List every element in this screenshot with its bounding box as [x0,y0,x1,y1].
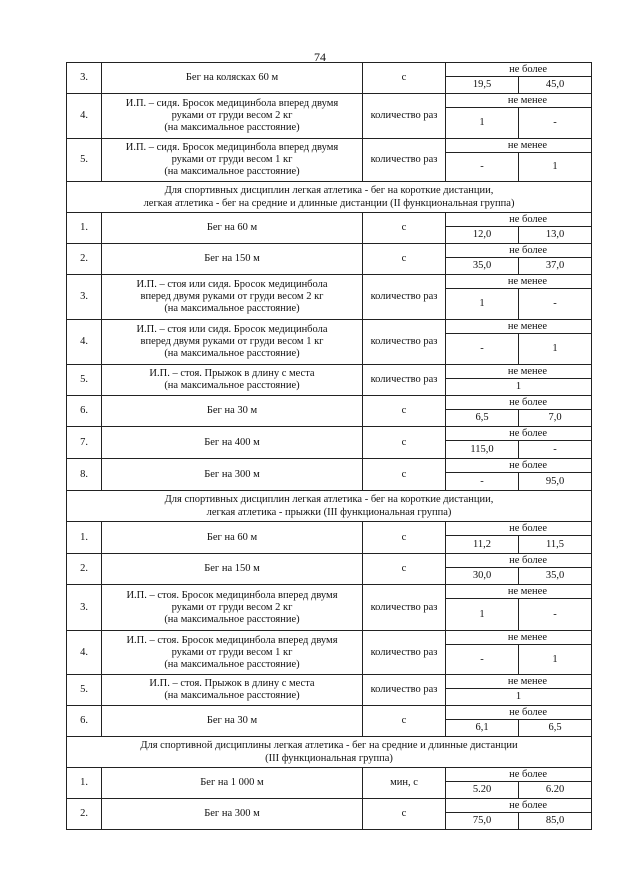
standard-values [446,585,592,631]
standard-values-inner [446,631,591,674]
row-number: 2. [67,799,102,830]
standard-values-inner [446,244,591,274]
value-cell: 1 [515,691,522,702]
table-row [67,94,592,139]
unit-of-measure: с [363,459,446,491]
exercise-name-line: (на максимальное расстояние) [164,303,300,314]
unit-of-measure: с [363,706,446,737]
value-cell: 12,0 [472,229,492,240]
row-number: 2. [67,244,102,275]
value-row [446,77,591,93]
unit-of-measure: количество раз [363,139,446,182]
value-row [446,227,591,243]
exercise-name [102,631,363,675]
value-cell: - [480,475,484,487]
value-cell: 1 [518,153,591,181]
unit-of-measure: с [363,522,446,554]
value-cell: 7,0 [518,410,591,426]
value-cell: 11,2 [473,538,491,550]
table-row [67,275,592,320]
unit-of-measure: с [363,799,446,830]
exercise-name-line: вперед двумя руками от груди весом 1 кг [140,336,324,347]
unit-of-measure: количество раз [363,275,446,320]
standard-values-inner [446,320,591,364]
value-cell: 6,5 [475,412,489,423]
condition-label: не более [446,459,591,473]
table-row [67,554,592,585]
standard-values [446,275,592,320]
page-number: 74 [314,50,326,64]
value-row [446,258,591,274]
exercise-name-line: Бег на 1 000 м [200,777,264,788]
standard-values-inner [446,396,591,426]
row-number: 1. [67,213,102,244]
value-row [446,379,591,395]
value-cell: 35,0 [472,260,492,271]
exercise-name [102,63,363,94]
row-number: 3. [67,275,102,320]
condition-label: не более [446,768,591,782]
value-row [446,689,591,705]
table-row [67,320,592,365]
standard-values [446,768,592,799]
value-cell: 37,0 [518,258,591,274]
table-row [67,459,592,491]
condition-label: не более [446,554,591,568]
exercise-name [102,427,363,459]
value-cell: - [518,108,591,138]
condition-label: не более [446,522,591,536]
unit-of-measure: с [363,63,446,94]
unit-of-measure: количество раз [363,631,446,675]
exercise-name [102,554,363,585]
section-title-line: Для спортивных дисциплин легкая атлетика - бег на короткие дистанции, [164,494,494,505]
standard-values-inner [446,675,591,705]
condition-label: не менее [446,675,591,689]
exercise-name-line: Бег на 60 м [206,531,258,543]
table-row [67,585,592,631]
exercise-name [102,213,363,244]
exercise-name-line: И.П. – стоя. Прыжок в длину с места [149,368,315,379]
value-row [446,536,591,553]
standard-values [446,365,592,396]
exercise-name-line: (на максимальное расстояние) [164,690,300,701]
condition-label: не менее [446,320,591,334]
row-number: 3. [67,63,102,94]
value-cell: 1 [479,608,485,620]
value-cell: 85,0 [518,813,591,829]
condition-label: не менее [446,585,591,599]
condition-label: не более [446,396,591,410]
table-row [67,522,592,554]
unit-of-measure: количество раз [363,585,446,631]
exercise-name-line: Бег на 30 м [206,715,258,726]
unit-of-measure: с [363,213,446,244]
standard-values-inner [446,139,591,181]
value-row [446,568,591,584]
value-cell: 6,1 [475,722,489,733]
value-cell: - [518,289,591,319]
standard-values [446,94,592,139]
table-row [67,631,592,675]
standard-values-inner [446,427,591,458]
condition-label: не более [446,244,591,258]
exercise-name-line: вперед двумя руками от груди весом 2 кг [140,291,324,302]
standard-values-inner [446,63,591,93]
exercise-name [102,585,363,631]
unit-of-measure: количество раз [363,675,446,706]
row-number: 5. [67,675,102,706]
exercise-name-line: Бег на 60 м [206,222,258,233]
exercise-name [102,244,363,275]
value-cell: - [518,441,591,458]
table-row [67,706,592,737]
value-cell: 19,5 [472,79,492,90]
standard-values-inner [446,554,591,584]
exercise-name-line: Бег на 400 м [204,436,260,448]
exercise-name [102,94,363,139]
standard-values-inner [446,706,591,736]
section-title [67,737,592,768]
unit-of-measure: количество раз [363,365,446,396]
value-row [446,813,591,829]
unit-of-measure: с [363,396,446,427]
table-row [67,427,592,459]
exercise-name-line: И.П. – стоя или сидя. Бросок медицинбола [136,279,328,290]
value-row [446,441,591,458]
exercise-name-line: (на максимальное расстояние) [164,613,300,625]
table-row [67,63,592,94]
exercise-name [102,275,363,320]
value-cell: 1 [515,381,522,392]
exercise-name-line: Бег на 300 м [204,468,260,480]
exercise-name [102,768,363,799]
value-cell: 45,0 [518,77,591,93]
exercise-name [102,706,363,737]
condition-label: не менее [446,94,591,108]
table-row [67,675,592,706]
exercise-name-line: Бег на 30 м [206,405,258,416]
value-cell: - [480,343,484,354]
row-number: 4. [67,631,102,675]
section-title [67,491,592,522]
value-row [446,473,591,490]
exercise-name-line: (на максимальное расстояние) [164,658,300,670]
value-cell: - [518,599,591,630]
value-cell: - [480,161,484,172]
exercise-name-line: Бег на 300 м [204,808,260,819]
row-number: 7. [67,427,102,459]
row-number: 1. [67,768,102,799]
unit-of-measure: количество раз [363,94,446,139]
standard-values [446,396,592,427]
exercise-name-line: руками от груди весом 2 кг [171,601,293,613]
table-row [67,244,592,275]
section-header-row [67,182,592,213]
standard-values [446,139,592,182]
row-number: 4. [67,94,102,139]
condition-label: не более [446,63,591,77]
value-cell: 35,0 [518,568,591,584]
value-cell: 6.20 [518,782,591,798]
condition-label: не менее [446,365,591,379]
standard-values-inner [446,94,591,138]
exercise-name-line: (на максимальное расстояние) [164,122,300,133]
value-cell: 1 [479,298,485,309]
value-cell: 1 [518,334,591,364]
value-cell: 1 [479,117,485,128]
condition-label: не более [446,799,591,813]
exercise-name-line: И.П. – стоя. Бросок медицинбола вперед двумя [126,589,338,601]
exercise-name [102,396,363,427]
condition-label: не менее [446,275,591,289]
row-number: 8. [67,459,102,491]
table-row [67,365,592,396]
exercise-name-line: руками от груди весом 1 кг [171,154,293,165]
exercise-name-line: И.П. – сидя. Бросок медицинбола вперед двумя [125,98,339,109]
exercise-name-line: И.П. – стоя. Прыжок в длину с места [149,678,315,689]
section-header-row [67,737,592,768]
section-title-line: Для спортивных дисциплин легкая атлетика - бег на короткие дистанции, [164,185,494,196]
row-number: 5. [67,139,102,182]
standard-values-inner [446,213,591,243]
exercise-name-line: Бег на колясках 60 м [185,72,279,83]
value-row [446,289,591,319]
row-number: 2. [67,554,102,585]
exercise-name-line: И.П. – сидя. Бросок медицинбола вперед двумя [125,142,339,153]
standard-values [446,522,592,554]
exercise-name-line: Бег на 150 м [204,253,260,264]
row-number: 6. [67,396,102,427]
row-number: 1. [67,522,102,554]
standard-values-inner [446,365,591,395]
exercise-name-line: (на максимальное расстояние) [164,380,300,391]
exercise-name [102,799,363,830]
exercise-name [102,320,363,365]
value-cell: 75,0 [472,815,492,826]
section-title [67,182,592,213]
value-cell: 6,5 [518,720,591,736]
row-number: 3. [67,585,102,631]
exercise-name-line: руками от груди весом 2 кг [171,110,293,121]
exercise-name [102,522,363,554]
condition-label: не более [446,213,591,227]
row-number: 5. [67,365,102,396]
section-title-line: легкая атлетика - прыжки (III функциональная группа) [206,507,452,518]
exercise-name [102,459,363,491]
table-row [67,396,592,427]
value-row [446,599,591,630]
standard-values [446,427,592,459]
table-row [67,768,592,799]
standard-values-inner [446,459,591,490]
value-cell: - [480,653,484,665]
standard-values [446,706,592,737]
standard-values [446,459,592,491]
standard-values-inner [446,768,591,798]
standard-values [446,63,592,94]
condition-label: не более [446,706,591,720]
standard-values [446,244,592,275]
exercise-name-line: Бег на 150 м [204,563,260,574]
table-row [67,213,592,244]
standard-values-inner [446,799,591,829]
row-number: 4. [67,320,102,365]
value-cell: 1 [518,645,591,674]
exercise-name-line: (на максимальное расстояние) [164,348,300,359]
exercise-name-line: (на максимальное расстояние) [164,166,300,177]
value-cell: 5.20 [472,784,492,795]
value-row [446,645,591,674]
standard-values [446,631,592,675]
standard-values [446,213,592,244]
value-cell: 95,0 [518,473,591,490]
section-title-line: (III функциональная группа) [265,753,393,764]
exercise-name [102,365,363,396]
unit-of-measure: с [363,427,446,459]
value-cell: 115,0 [470,443,494,455]
unit-of-measure: с [363,554,446,585]
exercise-name [102,675,363,706]
condition-label: не более [446,427,591,441]
value-row [446,108,591,138]
standard-values-inner [446,585,591,630]
row-number: 6. [67,706,102,737]
condition-label: не менее [446,139,591,153]
standard-values [446,554,592,585]
exercise-name-line: руками от груди весом 1 кг [171,646,293,658]
standard-values-inner [446,275,591,319]
unit-of-measure: с [363,244,446,275]
value-cell: 30,0 [472,570,492,581]
value-row [446,782,591,798]
section-title-line: легкая атлетика - бег на средние и длинные дистанции (II функциональная группа) [143,198,515,209]
value-row [446,153,591,181]
value-cell: 13,0 [518,227,591,243]
unit-of-measure: количество раз [363,320,446,365]
table-row [67,139,592,182]
value-cell: 11,5 [518,536,591,553]
value-row [446,720,591,736]
unit-of-measure: мин, с [363,768,446,799]
standard-values-inner [446,522,591,553]
table-row [67,799,592,830]
condition-label: не менее [446,631,591,645]
standard-values [446,799,592,830]
value-row [446,334,591,364]
section-header-row [67,491,592,522]
exercise-name-line: И.П. – стоя. Бросок медицинбола вперед двумя [126,634,338,646]
standard-values [446,675,592,706]
exercise-name-line: И.П. – стоя или сидя. Бросок медицинбола [136,324,328,335]
value-row [446,410,591,426]
standards-table [66,62,592,830]
standard-values [446,320,592,365]
exercise-name [102,139,363,182]
standards-table-body [67,63,592,830]
section-title-line: Для спортивной дисциплины легкая атлетика - бег на средние и длинные дистанции [140,740,518,751]
